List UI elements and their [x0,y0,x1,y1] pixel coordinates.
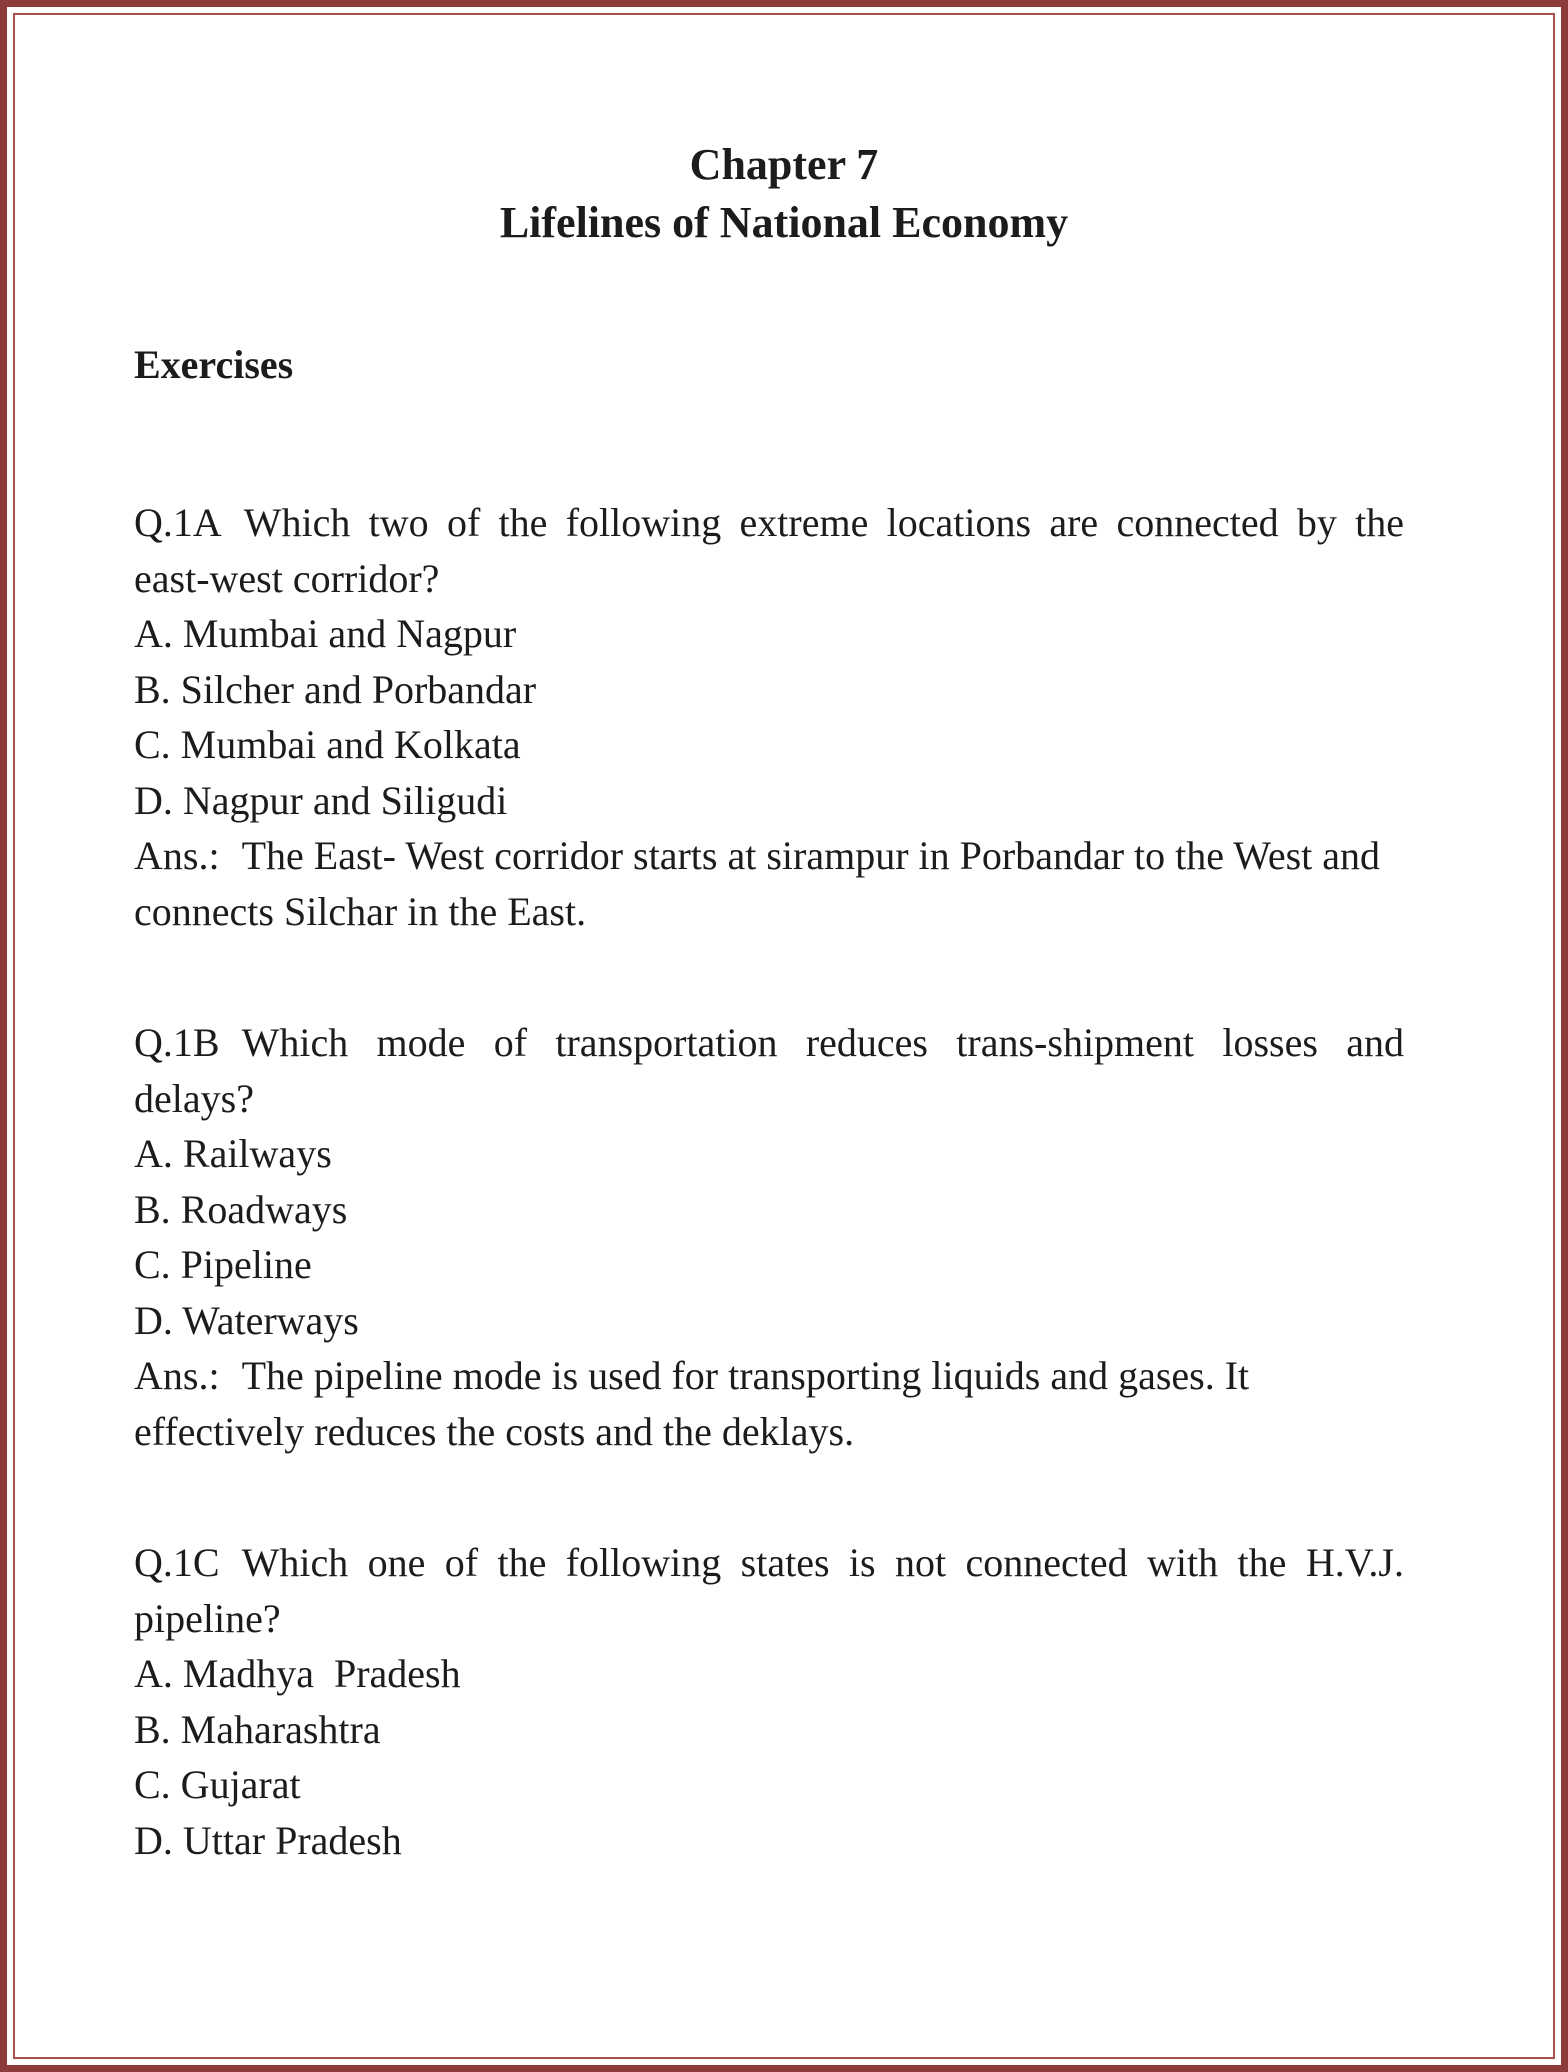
answer [134,828,1404,939]
option-a: A. Railways [134,1131,332,1176]
chapter-heading [134,136,1434,252]
option-d: D. Waterways [134,1297,359,1343]
chapter-number: Chapter 7 [689,140,879,189]
answer [134,1348,1404,1459]
question-text: Which two of the following extreme locations are connected by the east-west corridor? [134,500,1404,601]
answer-label: Ans.: [134,1353,220,1398]
question-1c [134,1535,1434,1868]
question-1a [134,495,1434,939]
answer-text: The East- West corridor starts at sirampur in Porbandar to the West and connects Silchar in the East. [134,833,1381,934]
question-id: Q.1C [134,1540,220,1585]
option-a: A. Mumbai and Nagpur [134,611,517,656]
option-a: A. Madhya Pradesh [134,1651,461,1696]
exercises-heading: Exercises [134,342,294,387]
option-c: C. Gujarat [134,1762,301,1807]
question-text: Which one of the following states is not connected with the H.V.J. pipeline? [134,1540,1404,1641]
option-b: B. Roadways [134,1186,348,1232]
question-prompt [134,1535,1404,1646]
option-c: C. Mumbai and Kolkata [134,722,521,767]
question-prompt [134,495,1404,606]
option-c: C. Pipeline [134,1242,312,1287]
question-id: Q.1A [134,500,222,545]
answer-text: The pipeline mode is used for transporting liquids and gases. It effectively reduces the costs and the deklays. [134,1353,1250,1454]
question-1b [134,1015,1434,1459]
question-text: Which mode of transportation reduces trans-shipment losses and delays? [134,1020,1404,1121]
option-d: D. Nagpur and Siligudi [134,777,508,823]
question-id: Q.1B [134,1020,220,1065]
option-d: D. Uttar Pradesh [134,1817,402,1863]
chapter-title: Lifelines of National Economy [499,198,1069,247]
question-prompt [134,1015,1404,1126]
option-b: B. Maharashtra [134,1706,381,1752]
option-b: B. Silcher and Porbandar [134,666,537,712]
answer-label: Ans.: [134,833,220,878]
